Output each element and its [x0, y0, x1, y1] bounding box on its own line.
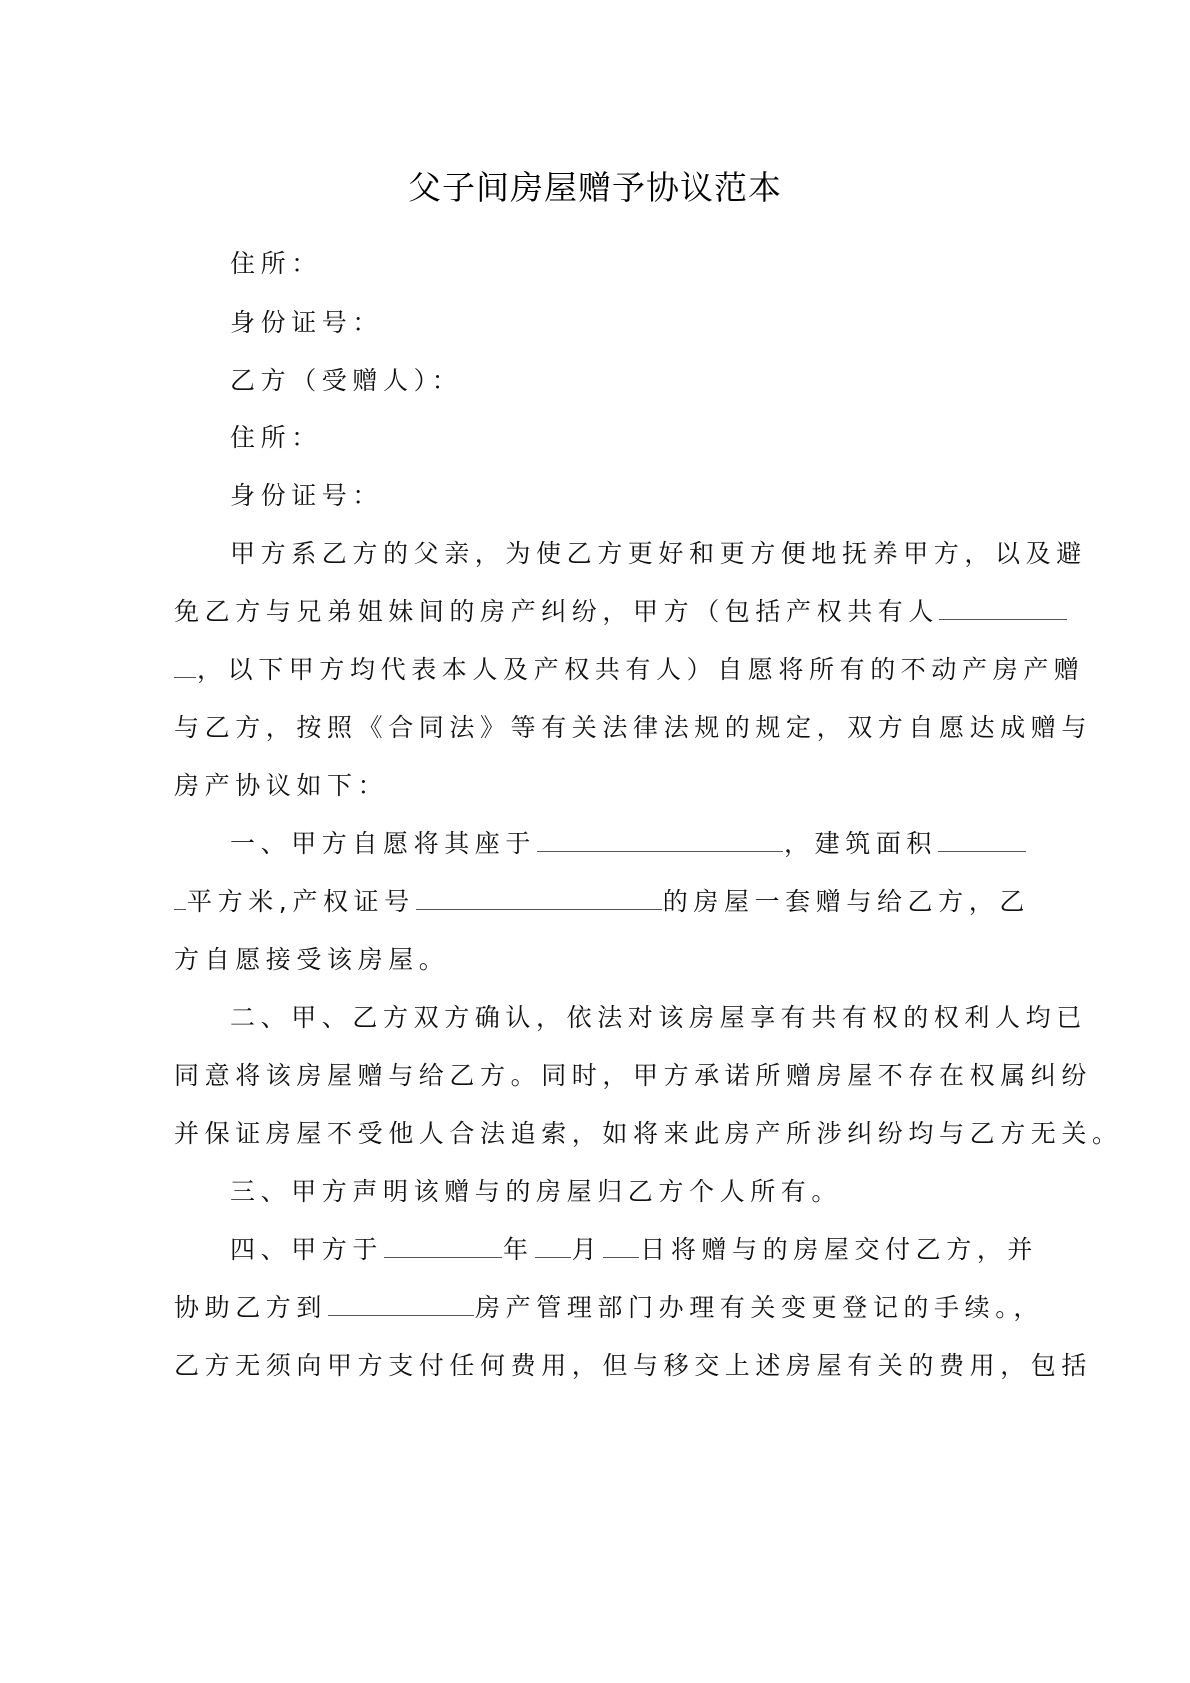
clause-1-line-3: 方自愿接受该房屋。	[174, 945, 450, 974]
party-id-label: 身份证号：	[230, 308, 384, 337]
clause-2-line-2: 同意将该房屋赠与给乙方。同时，甲方承诺所赠房屋不存在权属纠纷	[174, 1061, 1093, 1090]
party-b-id-label: 身份证号：	[230, 481, 384, 510]
clause-4-line-1	[230, 1232, 1090, 1268]
clause-1-text-a: 一、甲方自愿将其座于	[230, 829, 537, 858]
co-owner-blank[interactable]	[939, 595, 1067, 620]
building-area-blank[interactable]	[938, 827, 1026, 852]
preamble-line-3-text: ，以下甲方均代表本人及产权共有人）自愿将所有的不动产房产赠	[197, 655, 1085, 684]
title-certificate-blank[interactable]	[416, 885, 662, 910]
party-b-label: 乙方（受赠人）：	[230, 366, 463, 395]
clause-2-line-3: 并保证房屋不受他人合法追索，如将来此房产所涉纠纷均与乙方无关。	[174, 1119, 1123, 1148]
preamble-line-2	[174, 594, 1034, 630]
year-blank[interactable]	[384, 1233, 502, 1258]
preamble-line-1: 甲方系乙方的父亲，为使乙方更好和更方便地抚养甲方，以及避	[230, 539, 1087, 568]
preamble-line-5: 房产协议如下：	[174, 771, 389, 800]
month-blank[interactable]	[535, 1233, 571, 1258]
clause-3-line-1: 三、甲方声明该赠与的房屋归乙方个人所有。	[230, 1177, 843, 1206]
clause-4-text-b: 日将赠与的房屋交付乙方，并	[640, 1235, 1039, 1264]
clause-1-line-1	[230, 826, 1090, 862]
preamble-line-4: 与乙方，按照《合同法》等有关法律法规的规定，双方自愿达成赠与	[174, 713, 1093, 742]
housing-authority-blank[interactable]	[328, 1291, 474, 1316]
month-label: 月	[571, 1235, 603, 1264]
clause-4-text-c: 协助乙方到	[174, 1293, 328, 1322]
preamble-line-3	[174, 652, 1085, 688]
clause-1-text-c: 平方米,产权证号	[187, 887, 415, 916]
year-label: 年	[503, 1235, 534, 1264]
clause-1-text-b: ，建筑面积	[784, 829, 938, 858]
clause-4-line-2	[174, 1290, 1044, 1326]
clause-1-line-2	[174, 884, 1034, 920]
preamble-line-2-text: 免乙方与兄弟姐妹间的房产纠纷，甲方（包括产权共有人	[174, 597, 940, 626]
clause-2-line-1: 二、甲、乙方双方确认，依法对该房屋享有共有权的权利人均已	[230, 1003, 1087, 1032]
party-address-label: 住所：	[230, 249, 322, 278]
clause-4-text-a: 四、甲方于	[230, 1235, 384, 1264]
day-blank[interactable]	[603, 1233, 639, 1258]
clause-4-line-3: 乙方无须向甲方支付任何费用，但与移交上述房屋有关的费用，包括	[174, 1351, 1093, 1380]
clause-4-text-d: 房产管理部门办理有关变更登记的手续。，	[475, 1293, 1044, 1322]
party-b-address-label: 住所：	[230, 423, 322, 452]
co-owner-blank-cont[interactable]	[174, 653, 196, 678]
document-title: 父子间房屋赠予协议范本	[408, 168, 782, 207]
building-area-blank-cont[interactable]	[174, 885, 186, 910]
property-location-blank[interactable]	[537, 827, 783, 852]
clause-1-text-d: 的房屋一套赠与给乙方，乙	[662, 887, 1030, 916]
